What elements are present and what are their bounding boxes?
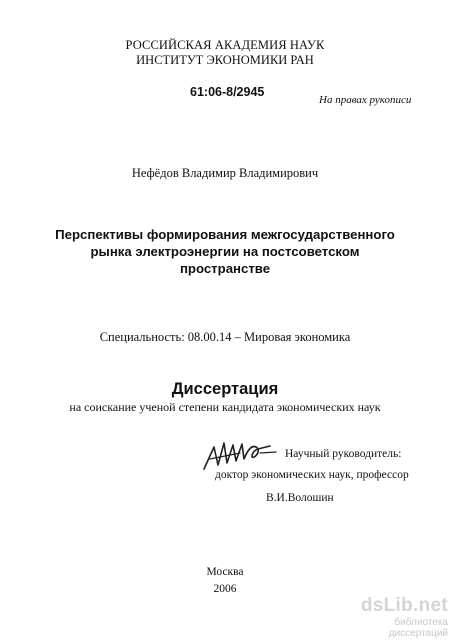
- degree-line: на соискание ученой степени кандидата экономических наук: [69, 400, 381, 414]
- document-type: Диссертация: [171, 380, 279, 398]
- advisor-label: Научный руководитель:: [285, 448, 402, 460]
- city: Москва: [206, 566, 244, 578]
- catalog-number: 61:06-8/2945: [190, 85, 265, 99]
- title-line: Перспективы формирования межгосударственного: [55, 227, 395, 242]
- watermark-logo: dsLib.net: [360, 595, 448, 616]
- dissertation-title: [0, 226, 450, 277]
- title-line: рынка электроэнергии на постсоветском: [90, 244, 360, 259]
- watermark-subtitle: библиотека диссертаций: [388, 617, 448, 639]
- institute-name: ИНСТИТУТ ЭКОНОМИКИ РАН: [136, 53, 314, 67]
- advisor-name: В.И.Волошин: [266, 492, 334, 504]
- rights-note: На правах рукописи: [319, 94, 412, 106]
- advisor-degree: доктор экономических наук, профессор: [215, 469, 409, 481]
- title-line: пространстве: [179, 261, 271, 276]
- author-name: Нефёдов Владимир Владимирович: [131, 166, 319, 180]
- specialty-line: Специальность: 08.00.14 – Мировая экономика: [99, 330, 351, 344]
- academy-name: РОССИЙСКАЯ АКАДЕМИЯ НАУК: [125, 38, 325, 52]
- year: 2006: [213, 583, 237, 595]
- watermark: [343, 596, 448, 639]
- signature-image: [200, 435, 280, 473]
